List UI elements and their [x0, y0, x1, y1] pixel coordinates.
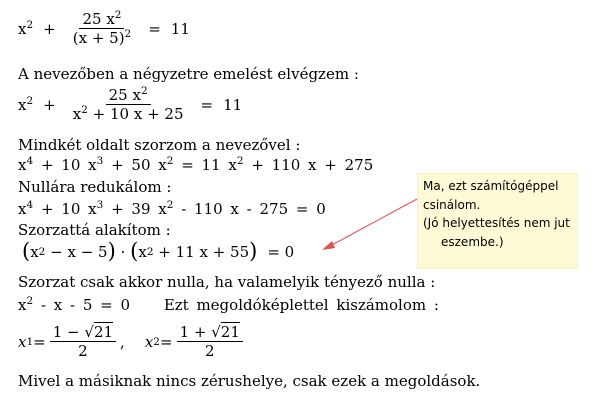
equation-quadratic: $x^2 - x - 5 = 0$ Ezt megoldóképlettel kiszámolom : — [18, 295, 439, 314]
step-text-2: Mindkét oldalt szorzom a nevezővel : — [18, 136, 301, 154]
conclusion-text: Mivel a másiknak nincs zérushelye, csak ezek a megoldások. — [18, 372, 481, 390]
equation-factored: ( x 2 − x − 5 ) · ( x 2 + 11 x + 55 ) = 0 — [22, 239, 295, 263]
arrow-line — [330, 199, 417, 246]
fraction: $\frac{1 + √21}{2}$ — [177, 323, 243, 360]
arrow-head — [322, 241, 335, 250]
fraction: $\frac{25 x^2}{(x + 5)^2}$ — [72, 9, 132, 47]
step-text-3: Nullára redukálom : — [18, 178, 172, 196]
fraction: $\frac{25 x^2}{x^2 + 10 x + 25}$ — [72, 85, 184, 123]
fraction: $\frac{1 - √21}{2}$ — [50, 323, 116, 360]
plus: + — [43, 19, 56, 38]
equation-multiplied: $x^4 + 10$ $x^3 + 50$ $x^2 = 11$ $x^2 + 110$ x + 275 — [18, 155, 374, 174]
equation-expanded: $x^2$ + $\frac{25 x^2}{x^2 + 10 x + 25}$ = 11 — [18, 85, 243, 123]
comment-note: Ma, ezt számítógéppel csinálom. (Jó helyettesítés nem jut eszembe.) — [417, 173, 578, 269]
equation-original: $x^2$ + $\frac{25 x^2}{(x + 5)^2}$ = 11 — [18, 9, 190, 47]
equation-reduced: $x^4 + 10$ $x^3 + 39$ $x^2 - 110$ x - 275 = 0 — [18, 199, 326, 218]
term: $x^2$ — [18, 18, 34, 38]
step-text-4: Szorzattá alakítom : — [18, 221, 171, 239]
step-text-5: Szorzat csak akkor nulla, ha valamelyik tényező nulla : — [18, 273, 436, 291]
step-text-1: A nevezőben a négyzetre emelést elvégzem : — [18, 65, 359, 83]
solutions: x 1 = $\frac{1 - √21}{2}$ , x 2 = $\frac{1 + √21}{2}$ — [18, 323, 247, 360]
